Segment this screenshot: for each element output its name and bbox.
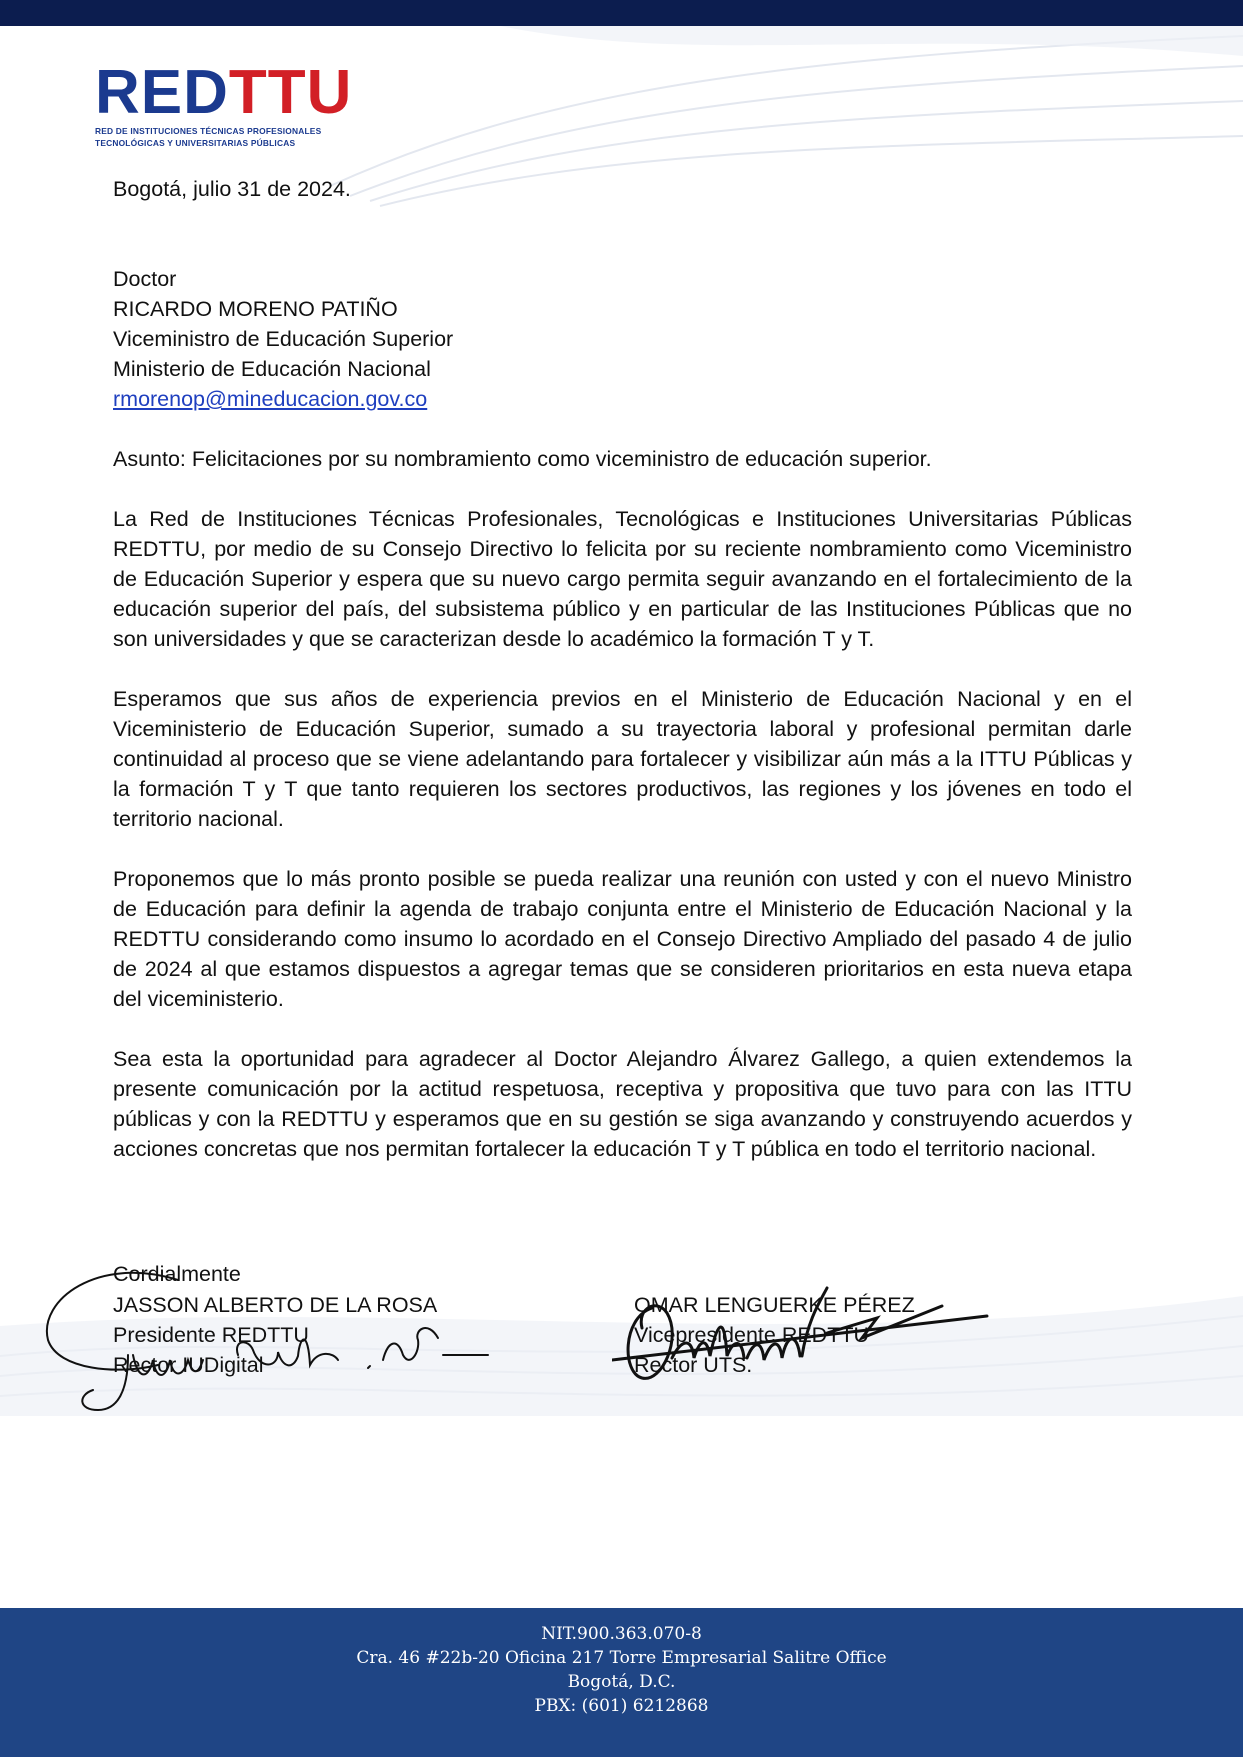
recipient-organization: Ministerio de Educación Nacional xyxy=(113,357,431,381)
paragraph-1: La Red de Instituciones Técnicas Profesionales, Tecnológicas e Instituciones Universitarias Públicas REDTTU, por medio de su Consejo Directivo lo felicita por su reciente nombramiento como Viceministro de Educación Superior y espera que su nuevo cargo permita seguir avanzando en el fortalecimiento de la educación superior del país, del subsistema público y en particular de las Instituciones Públicas que no son universidades y que se caracterizan desde lo académico la formación T y T. xyxy=(113,507,1132,651)
logo-subtitle-1: RED DE INSTITUCIONES TÉCNICAS PROFESIONALES xyxy=(95,126,322,136)
signatory-left-institution: Rector IUDigital xyxy=(113,1353,264,1377)
letter-date: Bogotá, julio 31 de 2024. xyxy=(113,177,351,201)
closing: Cordialmente xyxy=(113,1262,241,1286)
footer-phone: PBX: (601) 6212868 xyxy=(534,1696,709,1716)
signatory-left-role: Presidente REDTTU xyxy=(113,1323,309,1347)
signatory-right xyxy=(634,1290,915,1380)
recipient-position: Viceministro de Educación Superior xyxy=(113,327,454,351)
footer-address: Cra. 46 #22b-20 Oficina 217 Torre Empresarial Salitre Office xyxy=(356,1648,887,1668)
signatory-right-role: Vicepresidente REDTTU xyxy=(634,1323,869,1347)
recipient-email-link[interactable]: rmorenop@mineducacion.gov.co xyxy=(113,387,428,411)
recipient-title: Doctor xyxy=(113,267,177,291)
recipient-name: RICARDO MORENO PATIÑO xyxy=(113,297,398,321)
signatory-right-institution: Rector UTS. xyxy=(634,1353,753,1377)
footer-nit: NIT.900.363.070-8 xyxy=(541,1624,702,1644)
paragraph-2: Esperamos que sus años de experiencia previos en el Ministerio de Educación Nacional y en el Viceministerio de Educación Superior, sumado a su trayectoria laboral y profesional permitan darle continuidad al proceso que se viene adelantando para fortalecer y visibilizar aún más a la ITTU Públicas y la formación T y T que tanto requieren los sectores productivos, las regiones y los jóvenes en todo el territorio nacional. xyxy=(113,687,1132,831)
letter-subject: Asunto: Felicitaciones por su nombramiento como viceministro de educación superior. xyxy=(113,447,932,471)
footer-city: Bogotá, D.C. xyxy=(567,1672,676,1692)
signatory-left-name: JASSON ALBERTO DE LA ROSA xyxy=(113,1293,438,1317)
logo-text-red: RED xyxy=(95,58,229,127)
signatory-left xyxy=(113,1290,437,1380)
logo-text-ttu: TTU xyxy=(228,58,353,127)
signatory-right-name: OMAR LENGUERKE PÉREZ xyxy=(634,1293,915,1317)
paragraph-4: Sea esta la oportunidad para agradecer al Doctor Alejandro Álvarez Gallego, a quien extendemos la presente comunicación por la actitud respetuosa, receptiva y propositiva que tuvo para con las ITTU públicas y con la REDTTU y esperamos que en su gestión se siga avanzando y construyendo acuerdos y acciones concretas que nos permitan fortalecer la educación T y T pública en todo el territorio nacional. xyxy=(113,1047,1132,1161)
footer xyxy=(0,1608,1243,1757)
letter-body xyxy=(113,174,1132,1164)
paragraph-3: Proponemos que lo más pronto posible se pueda realizar una reunión con usted y con el nuevo Ministro de Educación para definir la agenda de trabajo conjunta entre el Ministerio de Educación Nacional y la REDTTU considerando como insumo lo acordado en el Consejo Directivo Ampliado del pasado 4 de julio de 2024 al que estamos dispuestos a agregar temas que se consideren prioritarios en esta nueva etapa del viceministerio. xyxy=(113,867,1132,1011)
top-bar xyxy=(0,0,1243,26)
redttu-logo xyxy=(95,58,353,152)
logo-subtitle-2: TECNOLÓGICAS Y UNIVERSITARIAS PÚBLICAS xyxy=(95,138,296,148)
